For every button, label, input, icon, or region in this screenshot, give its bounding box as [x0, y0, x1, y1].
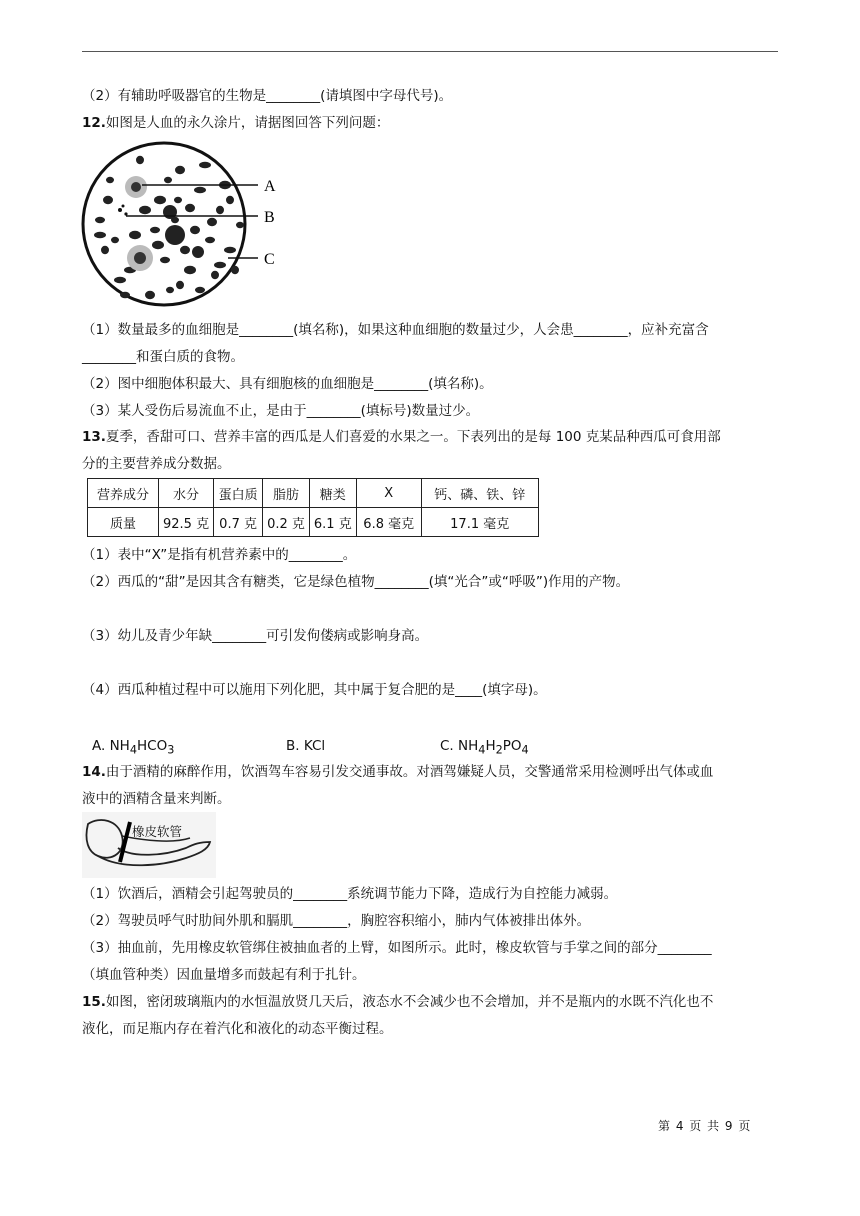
table-cell: 17.1 毫克	[421, 508, 538, 537]
red-blood-cell	[184, 266, 196, 274]
q13-part3: （3）幼儿及青少年缺________可引发佝偻病或影响身高。	[82, 628, 429, 644]
red-blood-cell	[114, 277, 126, 283]
q11-part2: （2）有辅助呼吸器官的生物是________(请填图中字母代号)。	[82, 88, 453, 104]
table-cell: 脂肪	[263, 479, 310, 508]
table-cell: 糖类	[309, 479, 356, 508]
red-blood-cell	[103, 196, 113, 204]
table-cell: 钙、磷、铁、锌	[421, 479, 538, 508]
q12-number: 12.	[82, 115, 106, 131]
q13-text: 夏季，香甜可口、营养丰富的西瓜是人们喜爱的水果之一。下表列出的是每 100 克某品种西瓜可食用部	[105, 429, 721, 445]
option-c: C. $NH_4H_2PO_4$	[440, 738, 529, 757]
red-blood-cell	[236, 222, 244, 228]
q13-part1: （1）表中“X”是指有机营养素中的________。	[82, 547, 357, 563]
cell-cluster	[192, 246, 204, 258]
table-cell: 水分	[159, 479, 214, 508]
arm-hose-figure	[82, 812, 216, 878]
red-blood-cell	[136, 156, 144, 164]
q12-part2: （2）图中细胞体积最大、具有细胞核的血细胞是________(填名称)。	[82, 376, 493, 392]
red-blood-cell	[226, 196, 234, 204]
red-blood-cell	[164, 177, 172, 183]
red-blood-cell	[145, 291, 155, 299]
red-blood-cell	[106, 177, 114, 183]
q14-text: 由于酒精的麻醉作用，饮酒驾车容易引发交通事故。对酒驾嫌疑人员，交警通常采用检测呼出气体或血	[105, 764, 714, 780]
white-blood-cell-c	[127, 245, 153, 271]
red-blood-cell	[190, 226, 200, 234]
q14-part3-a: （3）抽血前，先用橡皮软管绑住被抽血者的上臂，如图所示。此时，橡皮软管与手掌之间的部分________	[82, 940, 712, 956]
red-blood-cell	[120, 292, 130, 298]
red-blood-cell	[174, 197, 182, 203]
red-blood-cell	[94, 232, 106, 238]
table-cell: 6.1 克	[309, 508, 356, 537]
red-blood-cell	[139, 206, 151, 214]
red-blood-cell	[185, 204, 195, 212]
q13-stem-b: 分的主要营养成分数据。	[82, 456, 231, 472]
smear-outline	[83, 143, 245, 305]
nutrition-table	[87, 478, 539, 537]
red-blood-cell	[207, 218, 217, 226]
label-a: A	[264, 178, 276, 195]
cell-cluster	[165, 225, 185, 245]
table-cell: 质量	[88, 508, 159, 537]
hose-label: 橡皮软管	[132, 824, 183, 839]
red-blood-cell	[150, 227, 160, 233]
q12-part1-a: （1）数量最多的血细胞是________(填名称)，如果这种血细胞的数量过少，人会患________，应补充富含	[82, 322, 709, 338]
red-blood-cell	[216, 206, 224, 214]
table-row	[88, 479, 539, 508]
table-cell: 营养成分	[88, 479, 159, 508]
table-cell: 92.5 克	[159, 508, 214, 537]
red-blood-cell	[111, 237, 119, 243]
table-row	[88, 508, 539, 537]
q14-stem-b: 液中的酒精含量来判断。	[82, 791, 231, 807]
option-b: B. KCl	[286, 738, 326, 754]
q14-stem-a	[82, 762, 713, 782]
q13-part4: （4）西瓜种植过程中可以施用下列化肥，其中属于复合肥的是____(填字母)。	[82, 682, 547, 698]
red-blood-cell	[211, 271, 219, 279]
q13-part2: （2）西瓜的“甜”是因其含有糖类，它是绿色植物________(填“光合”或“呼吸”)作用的产物。	[82, 574, 630, 590]
red-blood-cell	[176, 281, 184, 289]
red-blood-cell	[180, 246, 190, 254]
q15-stem-b: 液化，而足瓶内存在着汽化和液化的动态平衡过程。	[82, 1021, 393, 1037]
red-blood-cell	[224, 247, 236, 253]
table-cell: 蛋白质	[214, 479, 263, 508]
red-blood-cell	[231, 266, 239, 274]
header-rule	[82, 51, 778, 52]
red-blood-cell	[194, 187, 206, 193]
q14-part3-b: （填血管种类）因血量增多而鼓起有利于扎针。	[82, 967, 366, 983]
red-blood-cell	[175, 166, 185, 174]
q12-text: 如图是人血的永久涂片，请据图回答下列问题：	[105, 115, 390, 131]
q15-number: 15.	[82, 994, 106, 1010]
red-blood-cell	[95, 217, 105, 223]
label-b: B	[264, 209, 275, 226]
q15-stem-a	[82, 992, 713, 1012]
red-blood-cell	[195, 287, 205, 293]
table-cell: 0.7 克	[214, 508, 263, 537]
table-cell: X	[356, 479, 421, 508]
label-c: C	[264, 251, 275, 268]
q12-stem	[82, 113, 389, 133]
red-blood-cell	[154, 196, 166, 204]
table-cell: 6.8 毫克	[356, 508, 421, 537]
red-blood-cell	[214, 262, 226, 268]
page-footer: 第 4 页 共 9 页	[658, 1119, 752, 1133]
red-blood-cell	[152, 241, 164, 249]
red-blood-cell	[199, 162, 211, 168]
option-a: A. $NH_4HCO_3$	[92, 738, 175, 757]
q14-part1: （1）饮酒后，酒精会引起驾驶员的________系统调节能力下降，造成行为自控能力减弱。	[82, 886, 618, 902]
blood-smear-figure	[80, 140, 290, 310]
q14-part2: （2）驾驶员呼气时肋间外肌和膈肌________，胸腔容积缩小，肺内气体被排出体外。	[82, 913, 591, 929]
q13-number: 13.	[82, 429, 106, 445]
red-blood-cell	[101, 246, 109, 254]
q14-number: 14.	[82, 764, 106, 780]
red-blood-cell	[129, 231, 141, 239]
cell-cluster	[163, 205, 177, 219]
white-blood-cell-a	[125, 176, 147, 198]
red-blood-cell	[205, 237, 215, 243]
q12-part1-b: ________和蛋白质的食物。	[82, 349, 244, 365]
q15-text: 如图，密闭玻璃瓶内的水恒温放贤几天后，液态水不会减少也不会增加，并不是瓶内的水既不汽化也不	[105, 994, 714, 1010]
red-blood-cell	[166, 287, 174, 293]
q12-part3: （3）某人受伤后易流血不止，是由于________(填标号)数量过少。	[82, 403, 480, 419]
red-blood-cell	[160, 257, 170, 263]
q13-stem-a	[82, 427, 721, 447]
table-cell: 0.2 克	[263, 508, 310, 537]
